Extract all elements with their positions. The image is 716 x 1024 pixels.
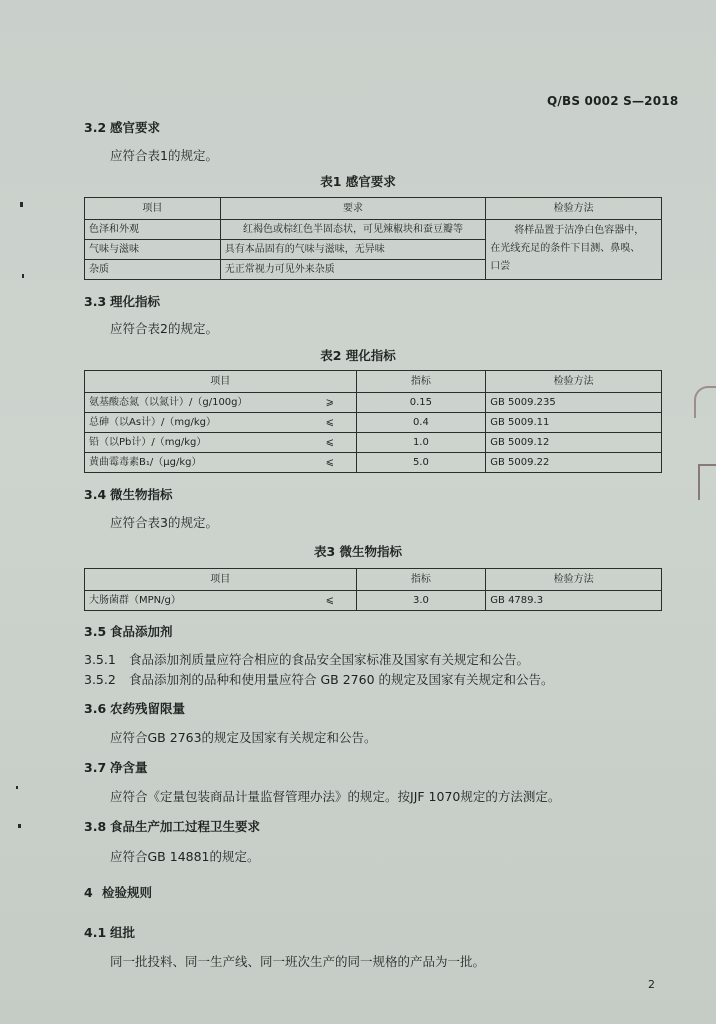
section-number: 3.3 <box>84 294 107 309</box>
table-cell: 0.4 <box>356 413 486 433</box>
method-line: 将样品置于洁净白色容器中， <box>514 225 645 236</box>
section-3-7-text: 应符合《定量包装商品计量监督管理办法》的规定。按JJF 1070规定的方法测定。 <box>110 789 561 804</box>
clause-text: 食品添加剂的品种和使用量应符合 GB 2760 的规定及国家有关规定和公告。 <box>129 672 554 687</box>
section-3-5-heading <box>84 622 173 640</box>
method-line: 在光线充足的条件下目测、鼻嗅、 <box>490 243 641 254</box>
section-3-6-text: 应符合GB 2763的规定及国家有关规定和公告。 <box>110 730 377 745</box>
table-header-cell: 检验方法 <box>486 569 662 591</box>
clause-number: 3.5.2 <box>84 672 116 687</box>
table-cell: 0.15 <box>356 393 486 413</box>
section-number: 3.5 <box>84 624 107 639</box>
page-number: 2 <box>648 978 655 991</box>
section-3-6-heading <box>84 699 185 717</box>
clause-text: 食品添加剂质量应符合相应的食品安全国家标准及国家有关规定和公告。 <box>129 652 530 667</box>
table-cell: 氨基酸态氮（以氮计）/（g/100g） <box>85 393 305 413</box>
section-title: 感官要求 <box>110 120 161 135</box>
table-1-caption: 表1 感官要求 <box>320 174 396 189</box>
table-2-caption: 表2 理化指标 <box>320 348 396 363</box>
scan-speck <box>20 202 23 207</box>
clause-3-5-1 <box>84 650 529 668</box>
section-3-4-text: 应符合表3的规定。 <box>110 515 218 530</box>
table-row <box>85 413 662 433</box>
section-number: 3.2 <box>84 120 107 135</box>
edge-stamp-fragment <box>698 464 716 500</box>
section-number: 3.6 <box>84 701 107 716</box>
table-cell: 3.0 <box>356 591 486 611</box>
section-3-3-text: 应符合表2的规定。 <box>110 321 218 336</box>
table-row <box>85 453 662 473</box>
table-cell: 具有本品固有的气味与滋味，无异味 <box>220 240 486 260</box>
table-header-row <box>85 371 662 393</box>
section-number: 3.8 <box>84 819 107 834</box>
table-header-cell: 指标 <box>356 371 486 393</box>
table-3-microbiological <box>84 568 662 611</box>
section-title: 检验规则 <box>102 885 153 900</box>
scan-speck <box>18 824 21 828</box>
section-3-4-heading <box>84 485 173 503</box>
method-line: 口尝 <box>490 261 511 272</box>
section-3-2-heading <box>84 118 160 136</box>
table-cell: GB 5009.235 <box>486 393 662 413</box>
section-number: 4.1 <box>84 925 107 940</box>
section-number: 3.7 <box>84 760 107 775</box>
table-cell: 1.0 <box>356 433 486 453</box>
section-3-3-heading <box>84 292 160 310</box>
chapter-4-heading <box>84 883 152 901</box>
table-header-row <box>85 198 662 220</box>
section-title: 农药残留限量 <box>110 701 186 716</box>
section-3-7-heading <box>84 758 148 776</box>
table-header-cell: 指标 <box>356 569 486 591</box>
section-4-1-text: 同一批投料、同一生产线、同一班次生产的同一规格的产品为一批。 <box>110 954 486 969</box>
table-cell: 气味与滋味 <box>85 240 221 260</box>
table-cell: ⩾ <box>304 393 356 413</box>
edge-stamp-fragment <box>694 386 716 418</box>
table-header-cell: 项目 <box>85 371 357 393</box>
section-number: 3.4 <box>84 487 107 502</box>
table-row <box>85 591 662 611</box>
section-title: 净含量 <box>110 760 148 775</box>
table-cell: GB 5009.22 <box>486 453 662 473</box>
method-cell <box>486 220 662 280</box>
table-row <box>85 220 662 240</box>
section-title: 食品添加剂 <box>110 624 173 639</box>
table-cell: 大肠菌群（MPN/g） <box>85 591 305 611</box>
table-header-cell: 项目 <box>85 569 357 591</box>
table-cell: ⩽ <box>304 433 356 453</box>
table-cell: ⩽ <box>304 413 356 433</box>
table-header-cell: 检验方法 <box>486 371 662 393</box>
table-cell: GB 4789.3 <box>486 591 662 611</box>
section-3-2-text: 应符合表1的规定。 <box>110 148 218 163</box>
table-cell: 黄曲霉毒素B₁/（μg/kg） <box>85 453 305 473</box>
section-title: 食品生产加工过程卫生要求 <box>110 819 261 834</box>
table-header-row <box>85 569 662 591</box>
table-header-cell: 要求 <box>220 198 486 220</box>
table-cell: ⩽ <box>304 453 356 473</box>
table-header-cell: 检验方法 <box>486 198 662 220</box>
section-number: 4 <box>84 885 93 900</box>
section-title: 理化指标 <box>110 294 161 309</box>
table-cell: 铅（以Pb计）/（mg/kg） <box>85 433 305 453</box>
scan-speck <box>22 274 24 278</box>
section-3-8-text: 应符合GB 14881的规定。 <box>110 849 260 864</box>
table-cell: 杂质 <box>85 260 221 280</box>
table-cell: 5.0 <box>356 453 486 473</box>
table-header-cell: 项目 <box>85 198 221 220</box>
table-cell: 色泽和外观 <box>85 220 221 240</box>
standard-number: Q/BS 0002 S—2018 <box>547 94 679 108</box>
scan-speck <box>16 786 18 789</box>
table-cell: 无正常视力可见外来杂质 <box>220 260 486 280</box>
section-3-8-heading <box>84 817 260 835</box>
table-1-sensory <box>84 197 662 280</box>
clause-number: 3.5.1 <box>84 652 116 667</box>
section-title: 组批 <box>110 925 136 940</box>
table-cell: 总砷（以As计）/（mg/kg） <box>85 413 305 433</box>
table-cell: ⩽ <box>304 591 356 611</box>
table-cell: 红褐色或棕红色半固态状，可见辣椒块和蚕豆瓣等 <box>220 220 486 240</box>
section-title: 微生物指标 <box>110 487 173 502</box>
table-row <box>85 433 662 453</box>
table-3-caption: 表3 微生物指标 <box>313 544 403 559</box>
table-cell: GB 5009.11 <box>486 413 662 433</box>
clause-3-5-2 <box>84 670 554 688</box>
table-row <box>85 393 662 413</box>
table-2-physicochemical <box>84 370 662 473</box>
section-4-1-heading <box>84 923 135 941</box>
table-cell: GB 5009.12 <box>486 433 662 453</box>
